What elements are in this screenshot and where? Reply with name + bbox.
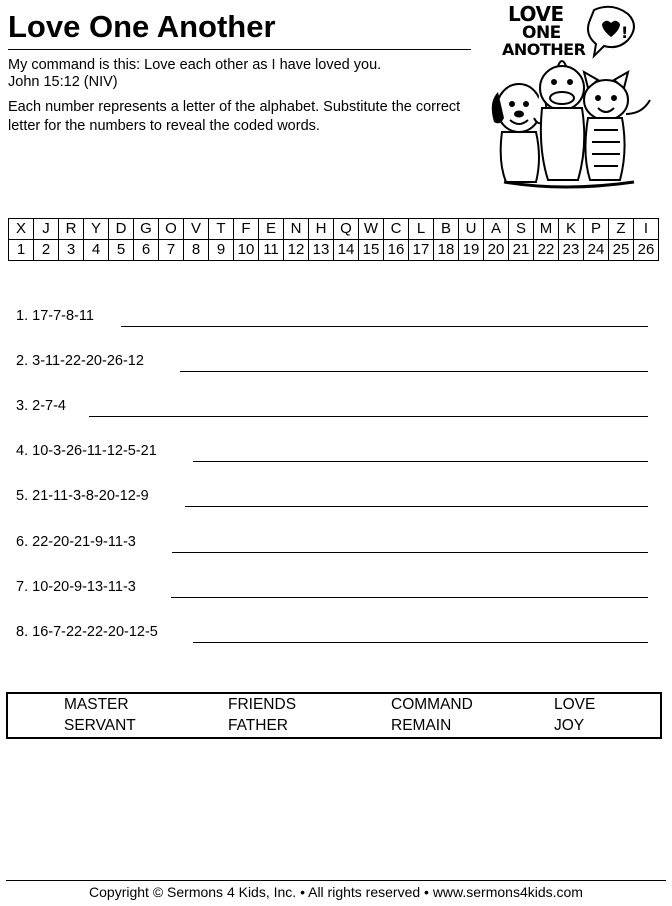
answer-line[interactable] <box>172 552 648 553</box>
question-number: 1. <box>16 308 29 324</box>
cipher-letter: C <box>384 219 409 240</box>
cipher-letter: B <box>434 219 459 240</box>
question-code: 10-3-26-11-12-5-21 <box>32 443 157 459</box>
animals-illustration-icon <box>474 0 670 196</box>
question-code: 17-7-8-11 <box>32 308 94 324</box>
cipher-number: 21 <box>509 240 534 261</box>
clipart-text-another: ANOTHER <box>502 40 586 59</box>
cipher-letter: L <box>409 219 434 240</box>
footer-divider <box>6 880 666 881</box>
answer-line[interactable] <box>121 326 648 327</box>
svg-text:!: ! <box>621 23 629 42</box>
question-number: 5. <box>16 488 29 504</box>
cipher-number: 19 <box>459 240 484 261</box>
cipher-number-row <box>9 240 659 261</box>
word-bank-item: JOY <box>554 717 585 734</box>
word-bank-item: LOVE <box>554 696 596 713</box>
cipher-number: 11 <box>259 240 284 261</box>
cipher-letter: E <box>259 219 284 240</box>
cipher-letter: U <box>459 219 484 240</box>
puzzle-question-3 <box>16 396 66 420</box>
love-one-another-animals-clipart <box>474 0 670 196</box>
cipher-number: 4 <box>84 240 109 261</box>
question-code: 2-7-4 <box>32 398 66 414</box>
cipher-letter: Y <box>84 219 109 240</box>
cipher-number: 16 <box>384 240 409 261</box>
answer-line[interactable] <box>180 371 648 372</box>
cipher-letter: M <box>534 219 559 240</box>
instructions: Each number represents a letter of the alphabet. Substitute the correct letter for the numbers to reveal the coded words. <box>8 99 461 134</box>
question-code: 10-20-9-13-11-3 <box>32 579 136 595</box>
cipher-letter: A <box>484 219 509 240</box>
cipher-letter: K <box>559 219 584 240</box>
cipher-number: 10 <box>234 240 259 261</box>
cipher-letter: X <box>9 219 34 240</box>
question-number: 8. <box>16 624 29 640</box>
cipher-letter: F <box>234 219 259 240</box>
answer-line[interactable] <box>89 416 648 417</box>
word-bank-item: REMAIN <box>391 717 452 734</box>
puzzle-question-1 <box>16 306 94 330</box>
puzzle-question-2 <box>16 351 144 375</box>
cipher-letter: N <box>284 219 309 240</box>
verse-reference: John 15:12 (NIV) <box>8 74 118 90</box>
verse-text: My command is this: Love each other as I have loved you. <box>8 57 382 73</box>
cipher-key-table <box>8 218 659 261</box>
question-number: 7. <box>16 579 29 595</box>
puzzle-question-6 <box>16 532 136 556</box>
clipart-text-one: ONE <box>522 23 561 43</box>
cipher-letter: Q <box>334 219 359 240</box>
cipher-number: 1 <box>9 240 34 261</box>
cipher-letter: D <box>109 219 134 240</box>
copyright-footer: Copyright © Sermons 4 Kids, Inc. • All rights reserved • www.sermons4kids.com <box>89 884 583 900</box>
word-bank-item: SERVANT <box>64 717 136 734</box>
word-bank-item: COMMAND <box>391 696 473 713</box>
cipher-letter-row <box>9 219 659 240</box>
cipher-letter: O <box>159 219 184 240</box>
answer-line[interactable] <box>185 506 648 507</box>
question-code: 3-11-22-20-26-12 <box>32 353 144 369</box>
puzzle-question-4 <box>16 441 157 465</box>
cipher-number: 8 <box>184 240 209 261</box>
answer-line[interactable] <box>193 642 648 643</box>
question-code: 21-11-3-8-20-12-9 <box>32 488 149 504</box>
cipher-letter: I <box>634 219 659 240</box>
question-code: 16-7-22-22-20-12-5 <box>32 624 158 640</box>
cipher-number: 25 <box>609 240 634 261</box>
cipher-number: 15 <box>359 240 384 261</box>
page-title: Love One Another <box>8 9 276 44</box>
cipher-number: 14 <box>334 240 359 261</box>
cipher-number: 2 <box>34 240 59 261</box>
bible-verse <box>8 57 468 91</box>
word-bank-item: FRIENDS <box>228 696 297 713</box>
title-divider <box>8 49 471 50</box>
cipher-letter: R <box>59 219 84 240</box>
word-bank-item: MASTER <box>64 696 129 713</box>
cipher-number: 6 <box>134 240 159 261</box>
question-number: 4. <box>16 443 29 459</box>
cipher-letter: T <box>209 219 234 240</box>
cipher-letter: J <box>34 219 59 240</box>
cipher-letter: W <box>359 219 384 240</box>
question-number: 6. <box>16 534 29 550</box>
cipher-number: 13 <box>309 240 334 261</box>
word-bank <box>6 692 662 739</box>
cipher-number: 12 <box>284 240 309 261</box>
cipher-letter: H <box>309 219 334 240</box>
clipart-text-love: LOVE <box>508 2 564 26</box>
cipher-letter: Z <box>609 219 634 240</box>
cipher-number: 17 <box>409 240 434 261</box>
puzzle-question-7 <box>16 577 136 601</box>
puzzle-question-5 <box>16 486 149 510</box>
cipher-number: 5 <box>109 240 134 261</box>
answer-line[interactable] <box>171 597 648 598</box>
cipher-number: 23 <box>559 240 584 261</box>
cipher-number: 18 <box>434 240 459 261</box>
cipher-number: 24 <box>584 240 609 261</box>
answer-line[interactable] <box>193 461 648 462</box>
question-number: 2. <box>16 353 29 369</box>
cipher-letter: G <box>134 219 159 240</box>
cipher-number: 3 <box>59 240 84 261</box>
puzzle-question-8 <box>16 622 158 646</box>
question-code: 22-20-21-9-11-3 <box>32 534 136 550</box>
cipher-number: 7 <box>159 240 184 261</box>
cipher-letter: V <box>184 219 209 240</box>
cipher-letter: P <box>584 219 609 240</box>
cipher-number: 20 <box>484 240 509 261</box>
cipher-number: 22 <box>534 240 559 261</box>
cipher-number: 26 <box>634 240 659 261</box>
word-bank-item: FATHER <box>228 717 288 734</box>
cipher-number: 9 <box>209 240 234 261</box>
question-number: 3. <box>16 398 29 414</box>
cipher-letter: S <box>509 219 534 240</box>
